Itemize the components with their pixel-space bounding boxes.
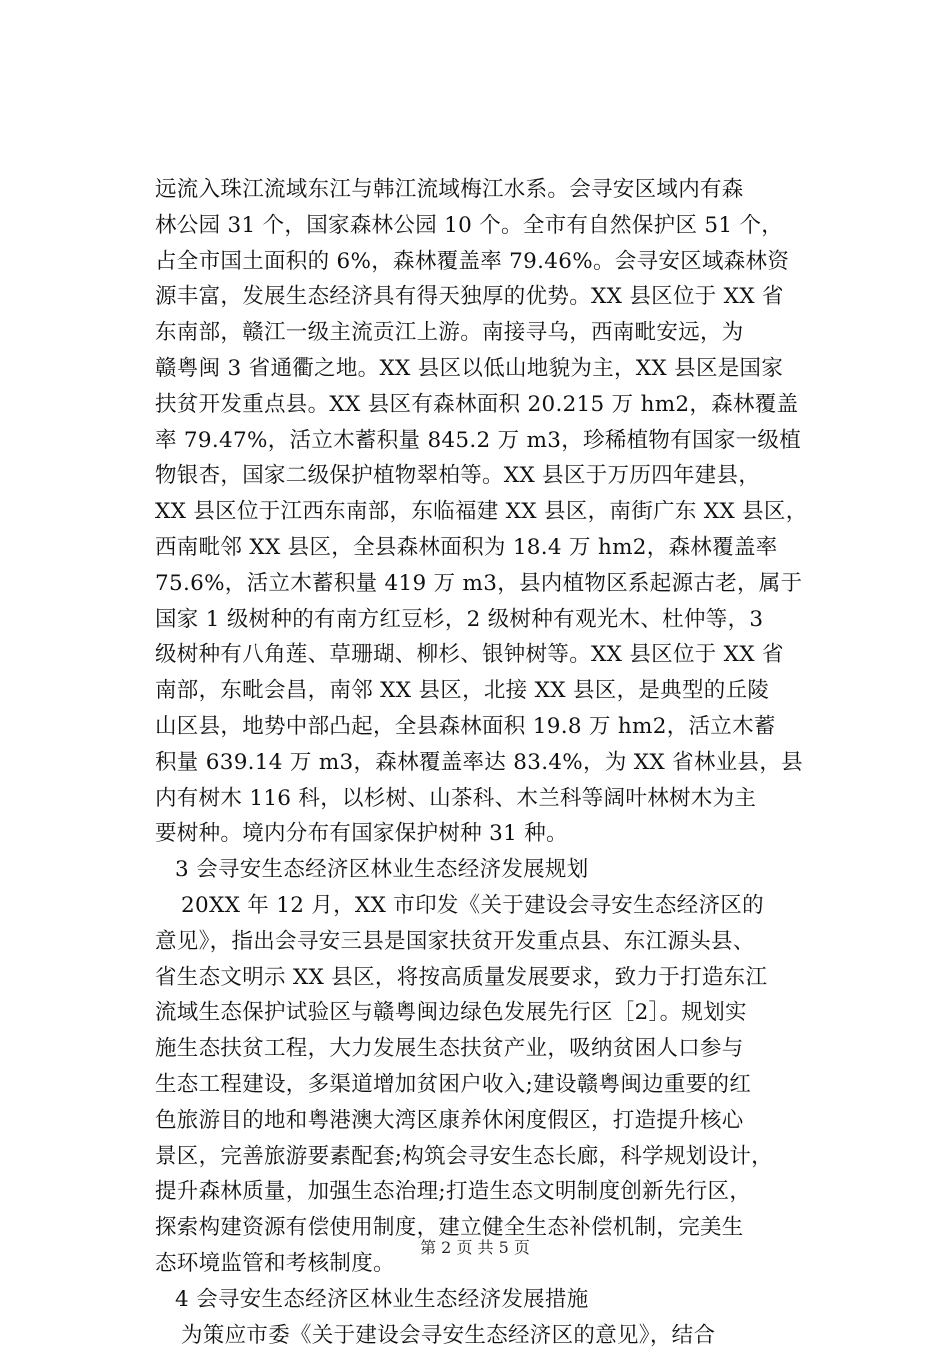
body-line: 南部，东毗会昌，南邻 XX 县区，北接 XX 县区，是典型的丘陵 [155,673,835,709]
body-line: 色旅游目的地和粤港澳大湾区康养休闲度假区，打造提升核心 [155,1103,835,1139]
body-line: 景区，完善旅游要素配套;构筑会寻安生态长廊，科学规划设计， [155,1139,835,1175]
body-line: 省生态文明示 XX 县区，将按高质量发展要求，致力于打造东江 [155,960,835,996]
page-number-footer: 第 2 页 共 5 页 [0,1238,950,1258]
body-line: 西南毗邻 XX 县区，全县森林面积为 18.4 万 hm2，森林覆盖率 [155,530,835,566]
body-line: 要树种。境内分布有国家保护树种 31 种。 [155,816,835,852]
section-heading: 3 会寻安生态经济区林业生态经济发展规划 [155,852,835,888]
body-line: 赣粤闽 3 省通衢之地。XX 县区以低山地貌为主，XX 县区是国家 [155,351,835,387]
body-line: 20XX 年 12 月，XX 市印发《关于建设会寻安生态经济区的 [155,888,835,924]
document-body [155,172,835,1353]
body-line: 林公园 31 个，国家森林公园 10 个。全市有自然保护区 51 个， [155,208,835,244]
body-line: 东南部，赣江一级主流贡江上游。南接寻乌，西南毗安远，为 [155,315,835,351]
body-line: 扶贫开发重点县。XX 县区有森林面积 20.215 万 hm2，森林覆盖 [155,387,835,423]
body-line: 流域生态保护试验区与赣粤闽边绿色发展先行区［2］。规划实 [155,995,835,1031]
body-line: 提升森林质量，加强生态治理;打造生态文明制度创新先行区， [155,1174,835,1210]
body-line: 积量 639.14 万 m3，森林覆盖率达 83.4%，为 XX 省林业县，县 [155,745,835,781]
body-line: XX 县区位于江西东南部，东临福建 XX 县区，南街广东 XX 县区， [155,494,835,530]
body-line: 级树种有八角莲、草珊瑚、柳杉、银钟树等。XX 县区位于 XX 省 [155,637,835,673]
section-heading: 4 会寻安生态经济区林业生态经济发展措施 [155,1282,835,1318]
body-line: 意见》，指出会寻安三县是国家扶贫开发重点县、东江源头县、 [155,924,835,960]
body-line: 态环境监管和考核制度。 [155,1246,835,1282]
body-line: 为策应市委《关于建设会寻安生态经济区的意见》，结合 [155,1318,835,1353]
body-line: 内有树木 116 科，以杉树、山茶科、木兰科等阔叶林树木为主 [155,781,835,817]
body-line: 远流入珠江流域东江与韩江流域梅江水系。会寻安区域内有森 [155,172,835,208]
body-line: 施生态扶贫工程，大力发展生态扶贫产业，吸纳贫困人口参与 [155,1031,835,1067]
body-line: 占全市国土面积的 6%，森林覆盖率 79.46%。会寻安区域森林资 [155,244,835,280]
body-line: 物银杏，国家二级保护植物翠柏等。XX 县区于万历四年建县， [155,458,835,494]
body-line: 国家 1 级树种的有南方红豆杉，2 级树种有观光木、杜仲等，3 [155,602,835,638]
body-line: 生态工程建设，多渠道增加贫困户收入;建设赣粤闽边重要的红 [155,1067,835,1103]
body-line: 率 79.47%，活立木蓄积量 845.2 万 m3，珍稀植物有国家一级植 [155,423,835,459]
body-line: 山区县，地势中部凸起，全县森林面积 19.8 万 hm2，活立木蓄 [155,709,835,745]
body-line: 探索构建资源有偿使用制度，建立健全生态补偿机制，完美生 [155,1210,835,1246]
body-line: 75.6%，活立木蓄积量 419 万 m3，县内植物区系起源古老，属于 [155,566,835,602]
body-line: 源丰富，发展生态经济具有得天独厚的优势。XX 县区位于 XX 省 [155,279,835,315]
